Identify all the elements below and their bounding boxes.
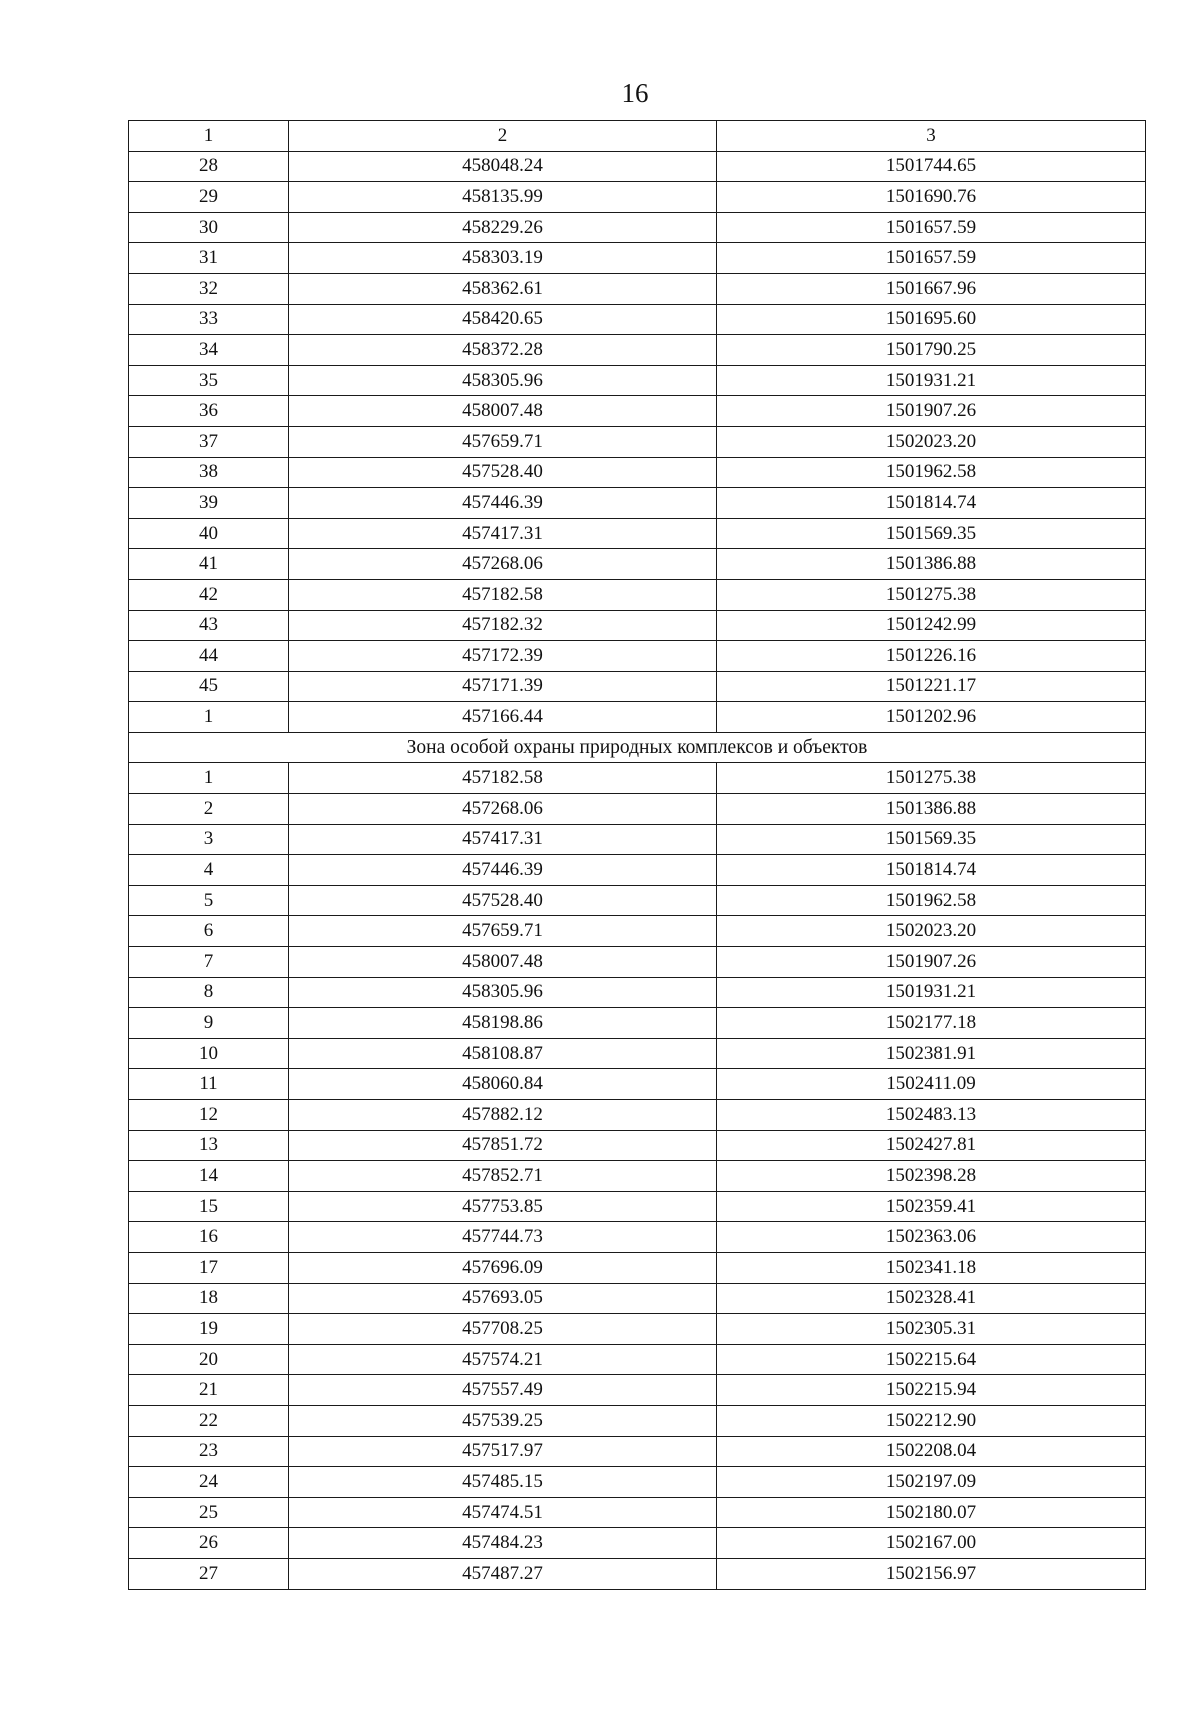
table-row [129, 916, 1146, 947]
y-coordinate-cell: 1501790.25 [717, 335, 1146, 366]
y-coordinate-cell: 1501814.74 [717, 855, 1146, 886]
point-number-cell: 10 [129, 1038, 289, 1069]
x-coordinate-cell: 457744.73 [289, 1222, 717, 1253]
x-coordinate-cell: 457574.21 [289, 1344, 717, 1375]
point-number-cell: 41 [129, 549, 289, 580]
table-row [129, 549, 1146, 580]
x-coordinate-cell: 457484.23 [289, 1528, 717, 1559]
table-row [129, 794, 1146, 825]
x-coordinate-cell: 458108.87 [289, 1038, 717, 1069]
x-coordinate-cell: 457268.06 [289, 794, 717, 825]
y-coordinate-cell: 1502023.20 [717, 916, 1146, 947]
y-coordinate-cell: 1501386.88 [717, 794, 1146, 825]
y-coordinate-cell: 1501569.35 [717, 518, 1146, 549]
table-row [129, 151, 1146, 182]
table-row [129, 182, 1146, 213]
x-coordinate-cell: 457539.25 [289, 1405, 717, 1436]
table-row [129, 579, 1146, 610]
table-row [129, 1375, 1146, 1406]
y-coordinate-cell: 1502411.09 [717, 1069, 1146, 1100]
point-number-cell: 5 [129, 885, 289, 916]
x-coordinate-cell: 457485.15 [289, 1467, 717, 1498]
point-number-cell: 33 [129, 304, 289, 335]
y-coordinate-cell: 1501657.59 [717, 243, 1146, 274]
table-row [129, 885, 1146, 916]
x-coordinate-cell: 457166.44 [289, 702, 717, 733]
x-coordinate-cell: 457528.40 [289, 457, 717, 488]
section-title: Зона особой охраны природных комплексов и объектов [129, 732, 1146, 763]
table-row [129, 212, 1146, 243]
point-number-cell: 2 [129, 794, 289, 825]
table-row [129, 426, 1146, 457]
point-number-cell: 6 [129, 916, 289, 947]
x-coordinate-cell: 457182.58 [289, 763, 717, 794]
y-coordinate-cell: 1502483.13 [717, 1100, 1146, 1131]
x-coordinate-cell: 458362.61 [289, 273, 717, 304]
table-row [129, 1283, 1146, 1314]
point-number-cell: 12 [129, 1100, 289, 1131]
point-number-cell: 3 [129, 824, 289, 855]
x-coordinate-cell: 458060.84 [289, 1069, 717, 1100]
point-number-cell: 21 [129, 1375, 289, 1406]
point-number-cell: 45 [129, 671, 289, 702]
point-number-cell: 1 [129, 763, 289, 794]
x-coordinate-cell: 457753.85 [289, 1191, 717, 1222]
table-row [129, 396, 1146, 427]
y-coordinate-cell: 1501695.60 [717, 304, 1146, 335]
x-coordinate-cell: 458303.19 [289, 243, 717, 274]
point-number-cell: 31 [129, 243, 289, 274]
point-number-cell: 17 [129, 1252, 289, 1283]
table-row [129, 947, 1146, 978]
point-number-cell: 28 [129, 151, 289, 182]
point-number-cell: 8 [129, 977, 289, 1008]
y-coordinate-cell: 1501221.17 [717, 671, 1146, 702]
table-row [129, 824, 1146, 855]
x-coordinate-cell: 457693.05 [289, 1283, 717, 1314]
coordinates-table [128, 120, 1146, 1590]
x-coordinate-cell: 457696.09 [289, 1252, 717, 1283]
point-number-cell: 40 [129, 518, 289, 549]
x-coordinate-cell: 458198.86 [289, 1008, 717, 1039]
point-number-cell: 9 [129, 1008, 289, 1039]
x-coordinate-cell: 457474.51 [289, 1497, 717, 1528]
point-number-cell: 1 [129, 702, 289, 733]
x-coordinate-cell: 457659.71 [289, 916, 717, 947]
table-row [129, 1528, 1146, 1559]
table-row [129, 702, 1146, 733]
x-coordinate-cell: 457557.49 [289, 1375, 717, 1406]
table-row [129, 1558, 1146, 1589]
point-number-cell: 18 [129, 1283, 289, 1314]
table-row [129, 977, 1146, 1008]
x-coordinate-cell: 457882.12 [289, 1100, 717, 1131]
x-coordinate-cell: 457708.25 [289, 1314, 717, 1345]
point-number-cell: 13 [129, 1130, 289, 1161]
point-number-cell: 32 [129, 273, 289, 304]
y-coordinate-cell: 1502427.81 [717, 1130, 1146, 1161]
y-coordinate-cell: 1501814.74 [717, 488, 1146, 519]
y-coordinate-cell: 1501962.58 [717, 885, 1146, 916]
table-row [129, 457, 1146, 488]
y-coordinate-cell: 1501931.21 [717, 977, 1146, 1008]
point-number-cell: 35 [129, 365, 289, 396]
y-coordinate-cell: 1502208.04 [717, 1436, 1146, 1467]
table-row [129, 671, 1146, 702]
point-number-cell: 43 [129, 610, 289, 641]
y-coordinate-cell: 1502156.97 [717, 1558, 1146, 1589]
x-coordinate-cell: 458305.96 [289, 365, 717, 396]
x-coordinate-cell: 458007.48 [289, 947, 717, 978]
table-header-row [129, 121, 1146, 152]
table-row [129, 610, 1146, 641]
y-coordinate-cell: 1502398.28 [717, 1161, 1146, 1192]
table-row [129, 1161, 1146, 1192]
point-number-cell: 4 [129, 855, 289, 886]
x-coordinate-cell: 457659.71 [289, 426, 717, 457]
x-coordinate-cell: 457528.40 [289, 885, 717, 916]
x-coordinate-cell: 457268.06 [289, 549, 717, 580]
point-number-cell: 7 [129, 947, 289, 978]
table-row [129, 1252, 1146, 1283]
table-row [129, 1314, 1146, 1345]
y-coordinate-cell: 1501931.21 [717, 365, 1146, 396]
y-coordinate-cell: 1502215.64 [717, 1344, 1146, 1375]
table-row [129, 243, 1146, 274]
table-row [129, 1436, 1146, 1467]
y-coordinate-cell: 1502212.90 [717, 1405, 1146, 1436]
table-row [129, 641, 1146, 672]
table-row [129, 763, 1146, 794]
table-row [129, 1100, 1146, 1131]
y-coordinate-cell: 1502197.09 [717, 1467, 1146, 1498]
table-row [129, 1222, 1146, 1253]
x-coordinate-cell: 458048.24 [289, 151, 717, 182]
table-row [129, 518, 1146, 549]
table-row [129, 1069, 1146, 1100]
y-coordinate-cell: 1501962.58 [717, 457, 1146, 488]
x-coordinate-cell: 457182.32 [289, 610, 717, 641]
y-coordinate-cell: 1502328.41 [717, 1283, 1146, 1314]
point-number-cell: 16 [129, 1222, 289, 1253]
y-coordinate-cell: 1502305.31 [717, 1314, 1146, 1345]
table-row [129, 1467, 1146, 1498]
table-row [129, 1038, 1146, 1069]
point-number-cell: 24 [129, 1467, 289, 1498]
y-coordinate-cell: 1501202.96 [717, 702, 1146, 733]
y-coordinate-cell: 1501907.26 [717, 947, 1146, 978]
y-coordinate-cell: 1502180.07 [717, 1497, 1146, 1528]
x-coordinate-cell: 458372.28 [289, 335, 717, 366]
header-cell-y: 3 [717, 121, 1146, 152]
y-coordinate-cell: 1502167.00 [717, 1528, 1146, 1559]
y-coordinate-cell: 1501386.88 [717, 549, 1146, 580]
y-coordinate-cell: 1501275.38 [717, 763, 1146, 794]
page-number: 16 [621, 78, 649, 108]
header-cell-number: 1 [129, 121, 289, 152]
y-coordinate-cell: 1502177.18 [717, 1008, 1146, 1039]
section-header-row [129, 732, 1146, 763]
y-coordinate-cell: 1501275.38 [717, 579, 1146, 610]
point-number-cell: 23 [129, 1436, 289, 1467]
x-coordinate-cell: 457852.71 [289, 1161, 717, 1192]
y-coordinate-cell: 1502359.41 [717, 1191, 1146, 1222]
y-coordinate-cell: 1502363.06 [717, 1222, 1146, 1253]
x-coordinate-cell: 457182.58 [289, 579, 717, 610]
point-number-cell: 22 [129, 1405, 289, 1436]
x-coordinate-cell: 457446.39 [289, 488, 717, 519]
x-coordinate-cell: 457517.97 [289, 1436, 717, 1467]
point-number-cell: 14 [129, 1161, 289, 1192]
y-coordinate-cell: 1501242.99 [717, 610, 1146, 641]
y-coordinate-cell: 1502023.20 [717, 426, 1146, 457]
x-coordinate-cell: 457417.31 [289, 518, 717, 549]
point-number-cell: 11 [129, 1069, 289, 1100]
point-number-cell: 19 [129, 1314, 289, 1345]
point-number-cell: 26 [129, 1528, 289, 1559]
x-coordinate-cell: 458229.26 [289, 212, 717, 243]
table-row [129, 365, 1146, 396]
x-coordinate-cell: 457171.39 [289, 671, 717, 702]
point-number-cell: 39 [129, 488, 289, 519]
x-coordinate-cell: 457851.72 [289, 1130, 717, 1161]
y-coordinate-cell: 1501690.76 [717, 182, 1146, 213]
y-coordinate-cell: 1501667.96 [717, 273, 1146, 304]
point-number-cell: 36 [129, 396, 289, 427]
table-row [129, 1130, 1146, 1161]
x-coordinate-cell: 458420.65 [289, 304, 717, 335]
coordinates-table-body [129, 121, 1146, 1590]
y-coordinate-cell: 1501907.26 [717, 396, 1146, 427]
point-number-cell: 37 [129, 426, 289, 457]
x-coordinate-cell: 458007.48 [289, 396, 717, 427]
table-row [129, 1191, 1146, 1222]
table-row [129, 488, 1146, 519]
y-coordinate-cell: 1502215.94 [717, 1375, 1146, 1406]
y-coordinate-cell: 1501657.59 [717, 212, 1146, 243]
point-number-cell: 20 [129, 1344, 289, 1375]
y-coordinate-cell: 1502381.91 [717, 1038, 1146, 1069]
x-coordinate-cell: 458135.99 [289, 182, 717, 213]
point-number-cell: 38 [129, 457, 289, 488]
y-coordinate-cell: 1501569.35 [717, 824, 1146, 855]
table-row [129, 1008, 1146, 1039]
table-row [129, 304, 1146, 335]
x-coordinate-cell: 457417.31 [289, 824, 717, 855]
x-coordinate-cell: 458305.96 [289, 977, 717, 1008]
point-number-cell: 34 [129, 335, 289, 366]
point-number-cell: 42 [129, 579, 289, 610]
y-coordinate-cell: 1502341.18 [717, 1252, 1146, 1283]
point-number-cell: 25 [129, 1497, 289, 1528]
y-coordinate-cell: 1501226.16 [717, 641, 1146, 672]
point-number-cell: 15 [129, 1191, 289, 1222]
header-cell-x: 2 [289, 121, 717, 152]
point-number-cell: 30 [129, 212, 289, 243]
x-coordinate-cell: 457172.39 [289, 641, 717, 672]
x-coordinate-cell: 457446.39 [289, 855, 717, 886]
point-number-cell: 27 [129, 1558, 289, 1589]
table-row [129, 1405, 1146, 1436]
table-row [129, 273, 1146, 304]
point-number-cell: 29 [129, 182, 289, 213]
table-row [129, 335, 1146, 366]
table-row [129, 1497, 1146, 1528]
x-coordinate-cell: 457487.27 [289, 1558, 717, 1589]
table-row [129, 1344, 1146, 1375]
point-number-cell: 44 [129, 641, 289, 672]
y-coordinate-cell: 1501744.65 [717, 151, 1146, 182]
table-row [129, 855, 1146, 886]
